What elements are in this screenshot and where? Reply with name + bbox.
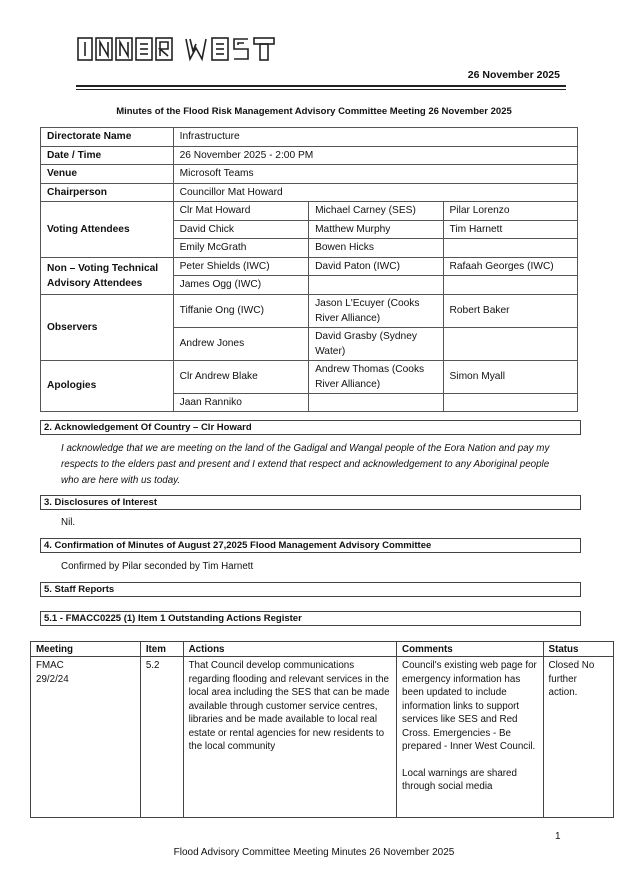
directorate-label: Directorate Name — [41, 128, 174, 147]
comments-header: Comments — [397, 642, 543, 657]
action-cell: That Council develop communications regarding flooding and relevant services in the local area including the SES that can be made available through customer service centres, libraries and be made available to local real estate or rental agencies for new residents to the local community — [183, 657, 396, 818]
section-disclosures-title: 3. Disclosures of Interest — [40, 495, 581, 510]
actions-register-table — [30, 641, 614, 818]
page-number: 1 — [555, 831, 561, 842]
meeting-header: Meeting — [31, 642, 141, 657]
item-header: Item — [140, 642, 183, 657]
attendee-cell — [443, 327, 577, 360]
attendee-cell: Emily McGrath — [173, 239, 308, 258]
venue-value: Microsoft Teams — [173, 165, 577, 184]
attendee-cell: David Chick — [173, 220, 308, 239]
venue-label: Venue — [41, 165, 174, 184]
attendee-cell — [309, 276, 443, 295]
attendee-cell: Clr Andrew Blake — [173, 360, 308, 393]
document-title: Minutes of the Flood Risk Management Advisory Committee Meeting 26 November 2025 — [116, 106, 512, 117]
directorate-value: Infrastructure — [173, 128, 577, 147]
nonvoting-label: Non – Voting Technical Advisory Attendees — [41, 257, 174, 294]
attendee-cell — [443, 393, 577, 412]
confirmation-text: Confirmed by Pilar seconded by Tim Harnett — [61, 561, 254, 572]
chair-label: Chairperson — [41, 183, 174, 202]
attendee-cell: Clr Mat Howard — [173, 202, 308, 221]
section-staff-reports-title: 5. Staff Reports — [40, 582, 581, 597]
attendee-cell: David Paton (IWC) — [309, 257, 443, 276]
attendee-cell — [443, 239, 577, 258]
status-header: Status — [543, 642, 613, 657]
meeting-name: FMAC — [36, 660, 64, 671]
voting-label: Voting Attendees — [41, 202, 174, 258]
attendee-cell — [309, 393, 443, 412]
attendee-cell: Bowen Hicks — [309, 239, 443, 258]
section-acknowledgement-title: 2. Acknowledgement Of Country – Clr Howard — [40, 420, 581, 435]
page-footer: Flood Advisory Committee Meeting Minutes 26 November 2025 — [173, 847, 455, 858]
meeting-cell — [31, 657, 141, 818]
table-row — [31, 657, 614, 818]
attendee-cell: David Grasby (Sydney Water) — [309, 327, 443, 360]
observers-label: Observers — [41, 294, 174, 360]
attendee-cell: Simon Myall — [443, 360, 577, 393]
attendee-cell: James Ogg (IWC) — [173, 276, 308, 295]
acknowledgement-text: I acknowledge that we are meeting on the land of the Gadigal and Wangal people of the Eora Nation and pay my respects to the elders past and present and I extend that respect and acknowledgement to any Aboriginal people who are here with us today. — [61, 443, 550, 486]
inner-west-logo — [76, 36, 276, 62]
attendee-cell: Robert Baker — [443, 294, 577, 327]
attendee-cell: Tim Harnett — [443, 220, 577, 239]
actions-header: Actions — [183, 642, 396, 657]
chair-value: Councillor Mat Howard — [173, 183, 577, 202]
section-confirmation-title: 4. Confirmation of Minutes of August 27,2025 Flood Management Advisory Committee — [40, 538, 581, 553]
item-cell: 5.2 — [140, 657, 183, 818]
section-5-1-title: 5.1 - FMACC0225 (1) Item 1 Outstanding Actions Register — [40, 611, 581, 626]
datetime-value: 26 November 2025 - 2:00 PM — [173, 146, 577, 165]
document-date: 26 November 2025 — [467, 69, 560, 81]
attendee-cell: Peter Shields (IWC) — [173, 257, 308, 276]
attendee-cell: Pilar Lorenzo — [443, 202, 577, 221]
attendee-cell: Jaan Ranniko — [173, 393, 308, 412]
disclosures-text: Nil. — [61, 517, 76, 528]
attendee-cell: Andrew Thomas (Cooks River Alliance) — [309, 360, 443, 393]
apologies-label: Apologies — [41, 360, 174, 412]
comment-text: Council's existing web page for emergency information has been updated to include information links to support services like SES and Red Cross. Emergencies - Be prepared - Inner West Council. — [402, 660, 537, 752]
header-divider-thin — [76, 89, 566, 90]
meeting-date: 29/2/24 — [36, 673, 69, 685]
attendee-cell: Andrew Jones — [173, 327, 308, 360]
attendee-cell: Tiffanie Ong (IWC) — [173, 294, 308, 327]
attendee-cell: Jason L'Ecuyer (Cooks River Alliance) — [309, 294, 443, 327]
attendee-cell: Michael Carney (SES) — [309, 202, 443, 221]
comments-cell — [397, 657, 543, 818]
comment-text: Local warnings are shared through social media — [402, 767, 517, 792]
meeting-info-table — [40, 127, 578, 412]
datetime-label: Date / Time — [41, 146, 174, 165]
header-divider — [76, 85, 566, 87]
status-cell: Closed No further action. — [543, 657, 613, 818]
attendee-cell — [443, 276, 577, 295]
attendee-cell: Matthew Murphy — [309, 220, 443, 239]
attendee-cell: Rafaah Georges (IWC) — [443, 257, 577, 276]
